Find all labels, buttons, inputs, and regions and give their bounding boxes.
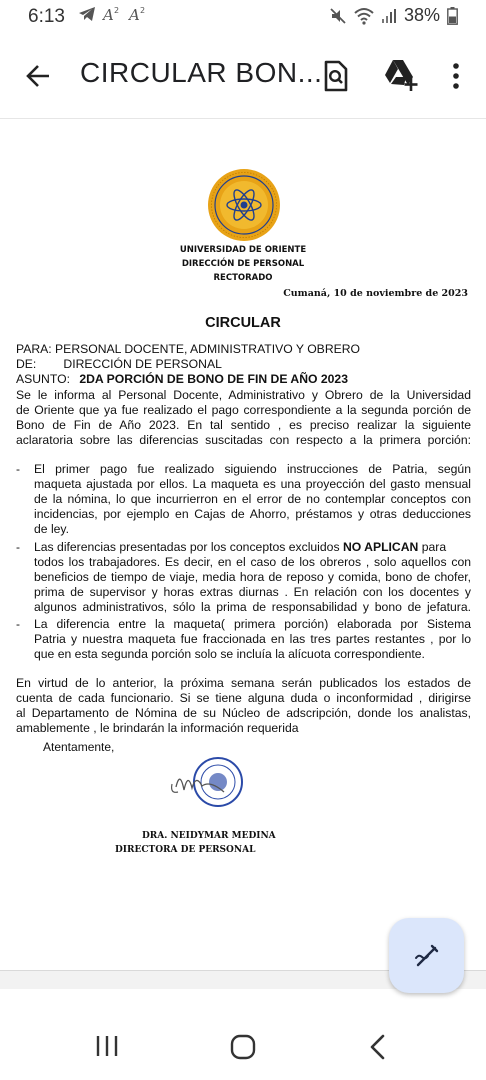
notification-a-icon <box>102 5 122 23</box>
bullet-1-line: maqueta ajustada por ellos. La maqueta es una proyección del gasto mensual <box>34 477 471 491</box>
system-navigation-bar <box>0 1010 486 1080</box>
edit-pen-icon <box>413 942 441 970</box>
home-button[interactable] <box>230 1034 256 1060</box>
edit-fab-button[interactable] <box>389 918 464 993</box>
signatory-role: DIRECTORA DE PERSONAL <box>115 845 256 855</box>
bullet-marker: - <box>16 462 20 476</box>
intro-line: Se le informa al Personal Docente, Administrativo y Obrero de la Universidad <box>16 388 471 402</box>
svg-text:2: 2 <box>114 6 120 15</box>
home-icon <box>230 1034 256 1060</box>
back-button[interactable] <box>22 60 54 92</box>
find-in-page-button[interactable] <box>320 60 352 92</box>
university-seal <box>207 168 281 242</box>
notification-a-icon <box>128 5 148 23</box>
document-title: CIRCULAR BON... <box>80 57 323 88</box>
bullet-2-text: Las diferencias presentadas por los conceptos excluidos <box>34 540 343 554</box>
bullet-2-text: para <box>418 540 447 554</box>
bullet-2-line: prima de supervisor y horas extras diurnas . En relación con los docentes y <box>34 585 471 599</box>
bullet-3-line: Patria y nuestra maqueta fue fraccionada en las tres partes restantes , por lo <box>34 632 471 646</box>
bullet-1-line: incidencias, por ejemplo en Cajas de Ahorro, préstamos y otras deducciones <box>34 507 471 521</box>
more-vert-icon <box>444 60 468 92</box>
bullet-1-line: de ley. <box>34 522 70 536</box>
signature-stamp <box>166 752 246 808</box>
find-in-page-icon <box>320 60 350 92</box>
status-bar <box>0 0 486 36</box>
bullet-1-line: El primer pago fue realizado siguiendo instrucciones de Patria, según <box>34 462 471 476</box>
signatory-name: DRA. NEIDYMAR MEDINA <box>142 831 276 841</box>
add-to-drive-icon <box>382 58 418 92</box>
bullet-1-line: de la nómina, lo que incurrierron en el error de no contemplar conceptos con <box>34 492 471 506</box>
document-date: Cumaná, 10 de noviembre de 2023 <box>283 288 468 299</box>
closing-line: al Departamento de Nómina de su Núcleo de adscripción, donde los analistas, <box>16 706 471 720</box>
intro-line: aclaratoria sobre las diferencias suscitadas con respecto a la primera porción: <box>16 433 471 447</box>
recents-icon <box>94 1034 120 1058</box>
bullet-2-line: algunos administrativos, sólo la prima de responsabilidad y bono de jefatura. <box>34 600 471 614</box>
app-bar <box>0 40 486 114</box>
bullet-2-line: todos los trabajadores. Es decir, en el caso de los obreros , solo aquellos con <box>34 555 471 569</box>
battery-percent: 38% <box>403 5 440 25</box>
de-line: DE: DIRECCIÓN DE PERSONAL <box>16 357 222 371</box>
asunto-label: ASUNTO: <box>16 372 70 386</box>
bullet-marker: - <box>16 540 20 554</box>
bullet-2-line <box>34 540 471 555</box>
intro-line: de Oriente que ya fue realizado el pago correspondiente a la segunda porción de <box>16 403 471 417</box>
bullet-2-line: beneficios de tiempo de viaje, media hora de reposo y comida, bono de chofer, <box>34 570 471 584</box>
status-time: 6:13 <box>28 6 65 27</box>
svg-text:2: 2 <box>140 6 146 15</box>
bullet-3-line: que en esta segunda porción solo se incluía la alícuota correspondiente. <box>34 647 425 661</box>
signal-icon <box>381 8 397 24</box>
bullet-3-line: La diferencia entre la maqueta( primera porción) elaborada por Sistema <box>34 617 471 631</box>
asunto-text: 2DA PORCIÓN DE BONO DE FIN DE AÑO 2023 <box>79 372 348 386</box>
add-to-drive-button[interactable] <box>382 58 418 94</box>
farewell: Atentamente, <box>43 740 115 754</box>
wifi-icon <box>354 7 374 25</box>
header-university: UNIVERSIDAD DE ORIENTE <box>179 245 307 255</box>
closing-line: cuenta de cada funcionario. Si se tiene alguna duda o inconformidad , dirigirse <box>16 691 471 705</box>
asunto-line <box>16 372 348 387</box>
circular-title: CIRCULAR <box>205 315 281 331</box>
battery-icon <box>447 7 458 25</box>
closing-line: En virtud de lo anterior, la próxima semana serán publicados los estados de <box>16 676 471 690</box>
svg-text:A: A <box>103 6 114 23</box>
header-direction: DIRECCIÓN DE PERSONAL <box>181 259 305 269</box>
back-arrow-icon <box>25 64 51 88</box>
no-aplican-emphasis: NO APLICAN <box>342 540 419 554</box>
bullet-marker: - <box>16 617 20 631</box>
closing-line: amablemente , le brindarán la información requerida <box>16 721 299 735</box>
svg-text:A: A <box>129 6 140 23</box>
more-options-button[interactable] <box>444 60 468 92</box>
para-line: PARA: PERSONAL DOCENTE, ADMINISTRATIVO Y OBRERO <box>16 342 361 356</box>
system-back-button[interactable] <box>366 1034 390 1060</box>
intro-line: Bono de Fin de Año 2023. En tal sentido , es preciso realizar la siguiente <box>16 418 471 432</box>
recents-button[interactable] <box>94 1034 120 1058</box>
header-office: RECTORADO <box>213 273 273 283</box>
chevron-left-icon <box>366 1034 390 1060</box>
mute-icon <box>329 7 347 25</box>
telegram-icon <box>78 6 96 22</box>
